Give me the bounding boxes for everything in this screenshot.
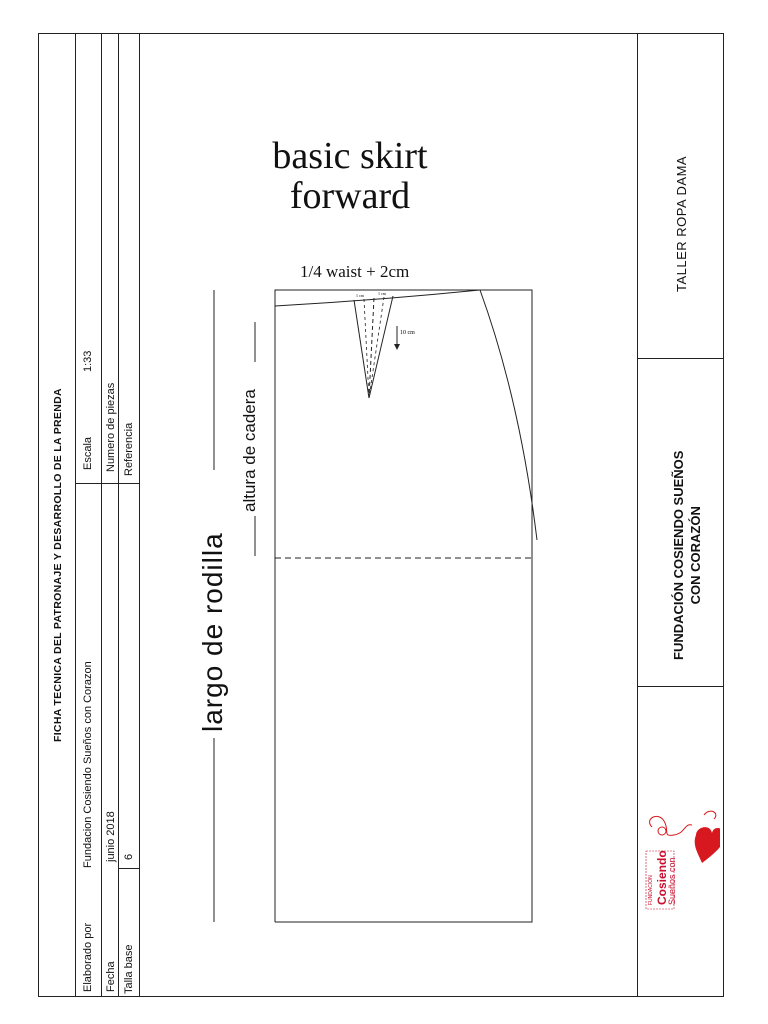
- logo-spool-icon: [658, 827, 666, 835]
- referencia-label: Referencia: [123, 422, 135, 476]
- sheet-header-title: FICHA TECNICA DEL PATRONAJE Y DESARROLLO DE LA PRENDA: [52, 388, 64, 742]
- talla-label: Talla base: [123, 944, 135, 994]
- dart-width-right-label: 1 cm: [378, 291, 386, 296]
- foundation-line1: FUNDACIÓN COSIENDO SUEÑOS: [671, 450, 686, 660]
- pattern-title-line1: basic skirt: [272, 135, 428, 177]
- hip-height-label: altura de cadera: [240, 389, 259, 512]
- foundation-line2: CON CORAZÓN: [688, 506, 703, 605]
- talla-value: 6: [123, 853, 135, 860]
- escala-label: Escala: [82, 436, 94, 470]
- logo-text-small: FUNDACIÓN: [648, 875, 654, 905]
- dart-width-left-label: 1 cm: [356, 293, 364, 298]
- waist-label: 1/4 waist + 2cm: [300, 262, 410, 281]
- workshop-label: TALLER ROPA DAMA: [674, 155, 689, 292]
- side-seam-curve: [480, 290, 537, 540]
- dart-length-label: 10 cm: [400, 330, 415, 336]
- pattern-title-line2: forward: [289, 175, 411, 217]
- elaborado-label: Elaborado por: [82, 922, 94, 992]
- foundation-name: [670, 451, 704, 660]
- logo-heart-icon: [695, 827, 720, 863]
- knee-length-label: largo de rodilla: [197, 532, 228, 732]
- piezas-label: Numero de piezas: [105, 382, 117, 472]
- dart-length-arrowhead: [394, 344, 400, 350]
- logo-text-sub: Sueños con: [667, 857, 677, 905]
- pattern-outline: [275, 290, 532, 922]
- fecha-label: Fecha: [105, 961, 117, 992]
- fecha-value: junio 2018: [105, 811, 117, 862]
- escala-value: 1:33: [82, 350, 94, 372]
- dart-leg-right: [369, 296, 393, 398]
- logo-thread-icon: [650, 816, 692, 835]
- elaborado-value: Fundacion Cosiendo Sueños con Corazon: [82, 661, 94, 868]
- logo-text-main: Cosiendo: [655, 850, 669, 905]
- logo-swirl-icon: [704, 811, 716, 819]
